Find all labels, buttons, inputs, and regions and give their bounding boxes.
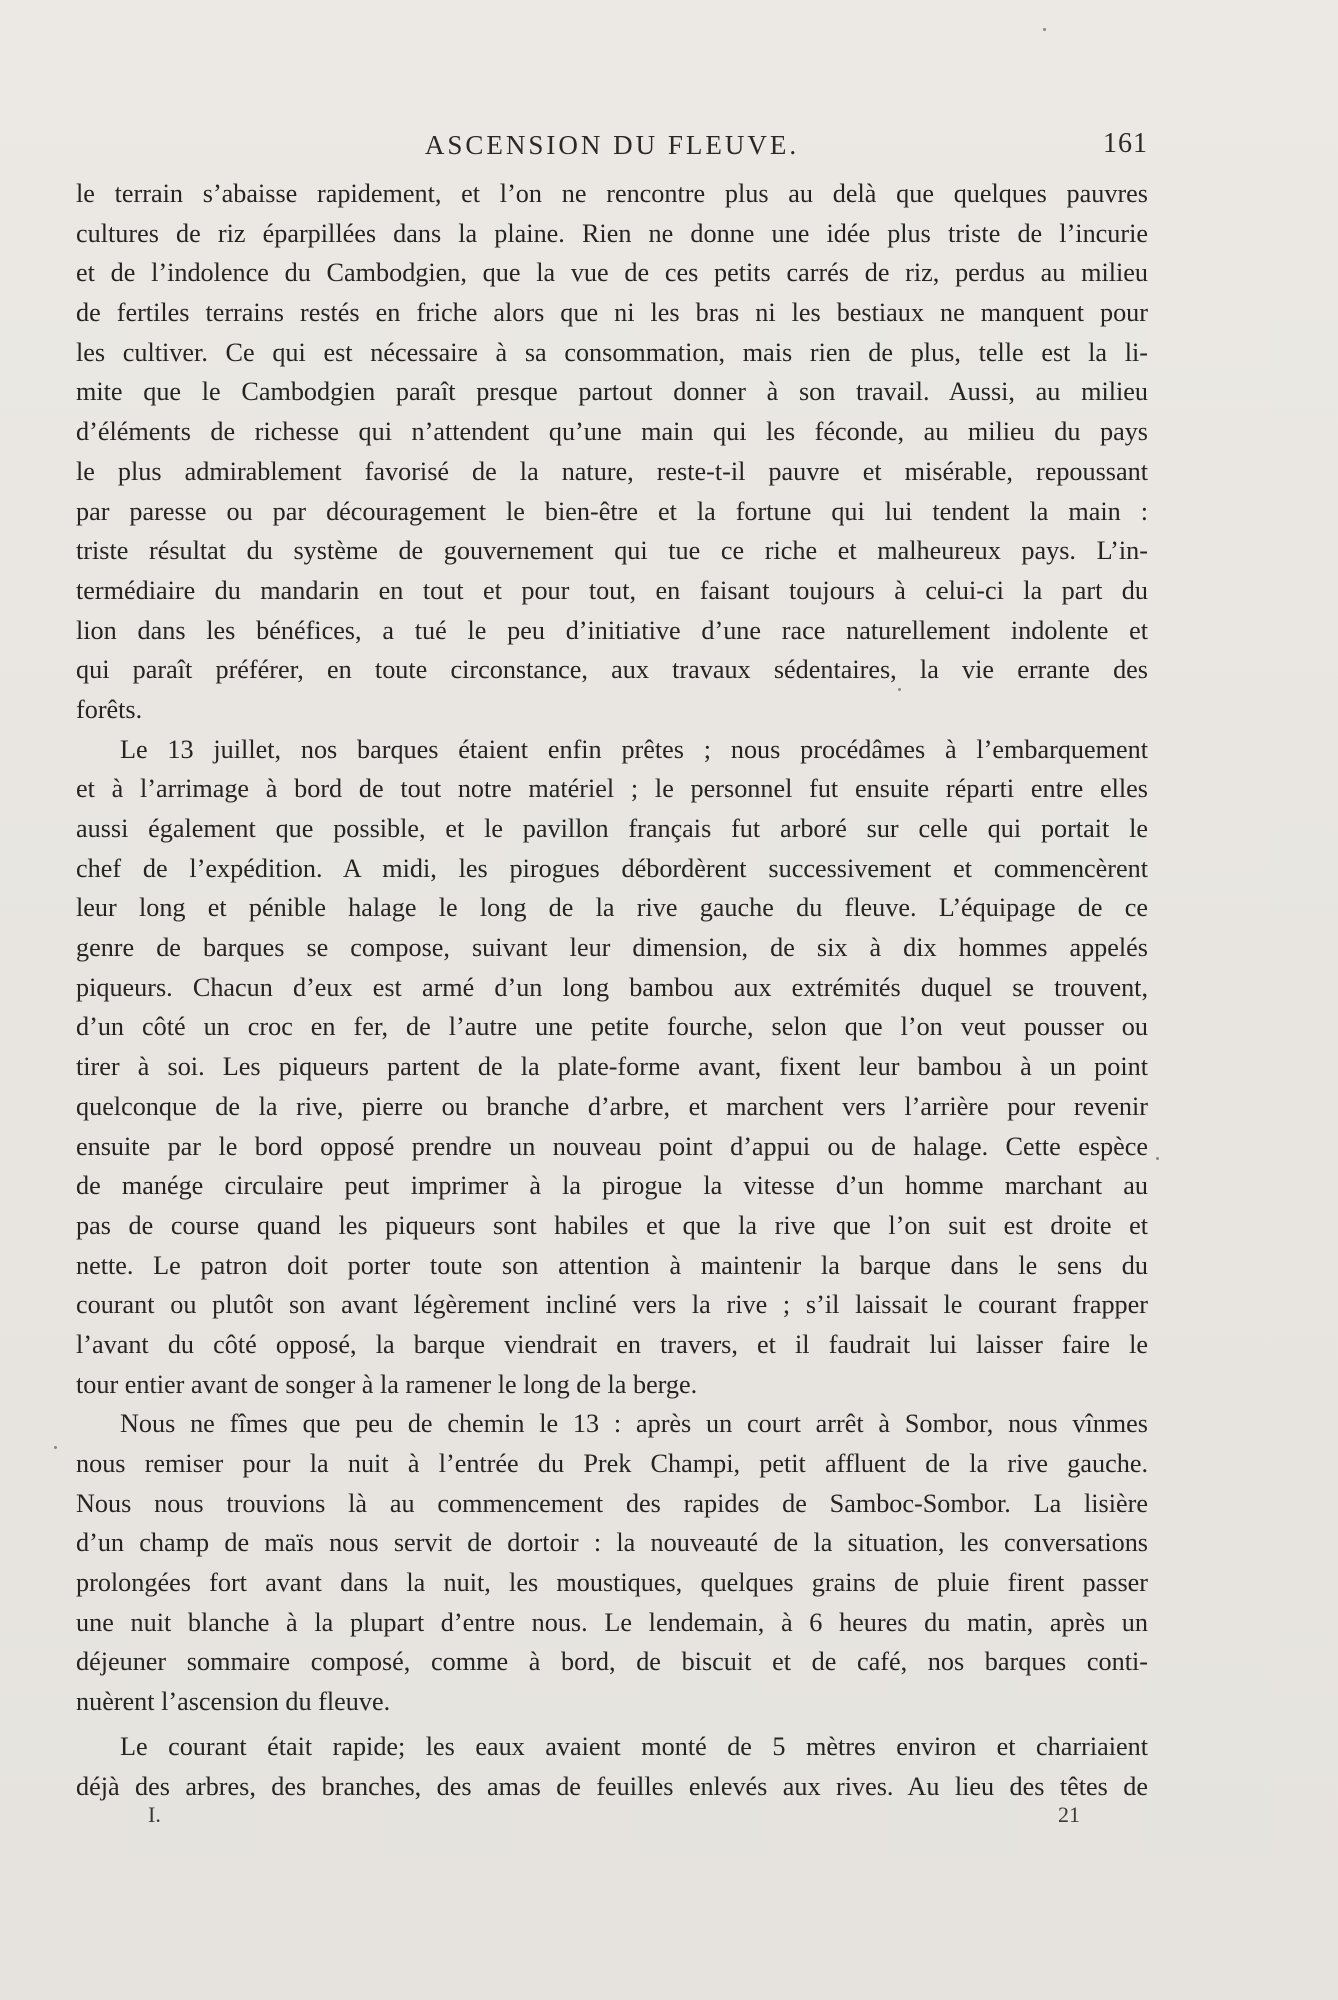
paper-speck [1043,28,1046,31]
text-line: Nous ne fîmes que peu de chemin le 13 : après un court arrêt à Sombor, nous vînmes [120,1409,1148,1439]
paper-speck [54,1446,57,1449]
text-line: d’un côté un croc en fer, de l’autre une petite fourche, selon que l’on veut pousser ou [76,1012,1148,1042]
paper-speck [1156,1157,1159,1160]
text-line: chef de l’expédition. A midi, les pirogues débordèrent successivement et commencèrent [76,853,1148,883]
paragraph-4 [76,1727,1148,1806]
text-line: d’un champ de maïs nous servit de dortoir : la nouveauté de la situation, les conversations [76,1528,1148,1558]
page-header [76,124,1148,164]
page-number: 161 [1103,128,1148,159]
running-title: ASCENSION DU FLEUVE. [424,130,800,160]
text-line: forêts. [76,694,143,724]
text-line: de manége circulaire peut imprimer à la pirogue la vitesse d’un homme marchant au [76,1171,1148,1201]
signature-mark-left: I. [148,1802,161,1827]
text-line: qui paraît préférer, en toute circonstance, aux travaux sédentaires, la vie errante des [76,655,1148,685]
text-line: et de l’indolence du Cambodgien, que la vue de ces petits carrés de riz, perdus au milieu [76,258,1148,288]
text-line: déjeuner sommaire composé, comme à bord, de biscuit et de café, nos barques conti- [76,1647,1148,1677]
body-text [76,174,1148,1806]
text-line: Le 13 juillet, nos barques étaient enfin prêtes ; nous procédâmes à l’embarquement [120,734,1148,764]
text-line: ensuite par le bord opposé prendre un nouveau point d’appui ou de halage. Cette espèce [76,1131,1148,1161]
text-line: lion dans les bénéfices, a tué le peu d’initiative d’une race naturellement indolente et [76,615,1148,645]
text-line: prolongées fort avant dans la nuit, les moustiques, quelques grains de pluie firent passer [76,1568,1148,1598]
signature-mark-right: 21 [1058,1802,1080,1827]
text-line: d’éléments de richesse qui n’attendent qu’une main qui les féconde, au milieu du pays [76,417,1148,447]
text-line: de fertiles terrains restés en friche alors que ni les bras ni les bestiaux ne manquent pour [76,298,1148,328]
text-line: cultures de riz éparpillées dans la plaine. Rien ne donne une idée plus triste de l’incurie [76,218,1148,248]
paragraph-2 [76,730,1148,1405]
text-line: une nuit blanche à la plupart d’entre nous. Le lendemain, à 6 heures du matin, après un [76,1607,1148,1637]
text-line: tour entier avant de songer à la ramener le long de la berge. [76,1369,698,1399]
text-line: nous remiser pour la nuit à l’entrée du Prek Champi, petit affluent de la rive gauche. [76,1449,1148,1478]
text-line: tirer à soi. Les piqueurs partent de la plate-forme avant, fixent leur bambou à un point [76,1052,1148,1082]
text-line: Nous nous trouvions là au commencement des rapides de Samboc-Sombor. La lisière [76,1488,1148,1518]
text-line: aussi également que possible, et le pavillon français fut arboré sur celle qui portait le [76,814,1148,843]
paragraph-1 [76,174,1148,730]
text-line: par paresse ou par découragement le bien-être et la fortune qui lui tendent la main : [76,496,1148,526]
text-line: termédiaire du mandarin en tout et pour tout, en faisant toujours à celui-ci la part du [76,575,1148,605]
text-line: Le courant était rapide; les eaux avaient monté de 5 mètres environ et charriaient [120,1731,1148,1761]
text-line: quelconque de la rive, pierre ou branche d’arbre, et marchent vers l’arrière pour revenir [76,1091,1148,1121]
text-line: mite que le Cambodgien paraît presque partout donner à son travail. Aussi, au milieu [76,377,1148,407]
text-line: genre de barques se compose, suivant leur dimension, de six à dix hommes appelés [76,933,1148,963]
text-line: piqueurs. Chacun d’eux est armé d’un long bambou aux extrémités duquel se trouvent, [76,972,1148,1002]
paragraph-3 [76,1404,1148,1722]
text-line: courant ou plutôt son avant légèrement incliné vers la rive ; s’il laissait le courant frapper [76,1290,1148,1320]
text-line: le terrain s’abaisse rapidement, et l’on ne rencontre plus au delà que quelques pauvres [76,179,1148,208]
text-line: l’avant du côté opposé, la barque viendrait en travers, et il faudrait lui laisser faire le [76,1329,1148,1359]
text-line: triste résultat du système de gouvernement qui tue ce riche et malheureux pays. L’in- [76,536,1148,566]
text-line: nuèrent l’ascension du fleuve. [76,1687,391,1717]
text-line: déjà des arbres, des branches, des amas de feuilles enlevés aux rives. Au lieu des têtes de [76,1771,1148,1801]
paper-speck [898,688,901,691]
page-footer [0,1802,1338,1832]
text-line: leur long et pénible halage le long de la rive gauche du fleuve. L’équipage de ce [76,893,1148,923]
text-line: et à l’arrimage à bord de tout notre matériel ; le personnel fut ensuite réparti entre elles [76,774,1148,804]
text-line: pas de course quand les piqueurs sont habiles et que la rive que l’on suit est droite et [76,1210,1148,1240]
text-line: le plus admirablement favorisé de la nature, reste-t-il pauvre et misérable, repoussant [76,456,1148,486]
text-line: nette. Le patron doit porter toute son attention à maintenir la barque dans le sens du [76,1250,1148,1280]
text-line: les cultiver. Ce qui est nécessaire à sa consommation, mais rien de plus, telle est la li- [76,337,1148,367]
